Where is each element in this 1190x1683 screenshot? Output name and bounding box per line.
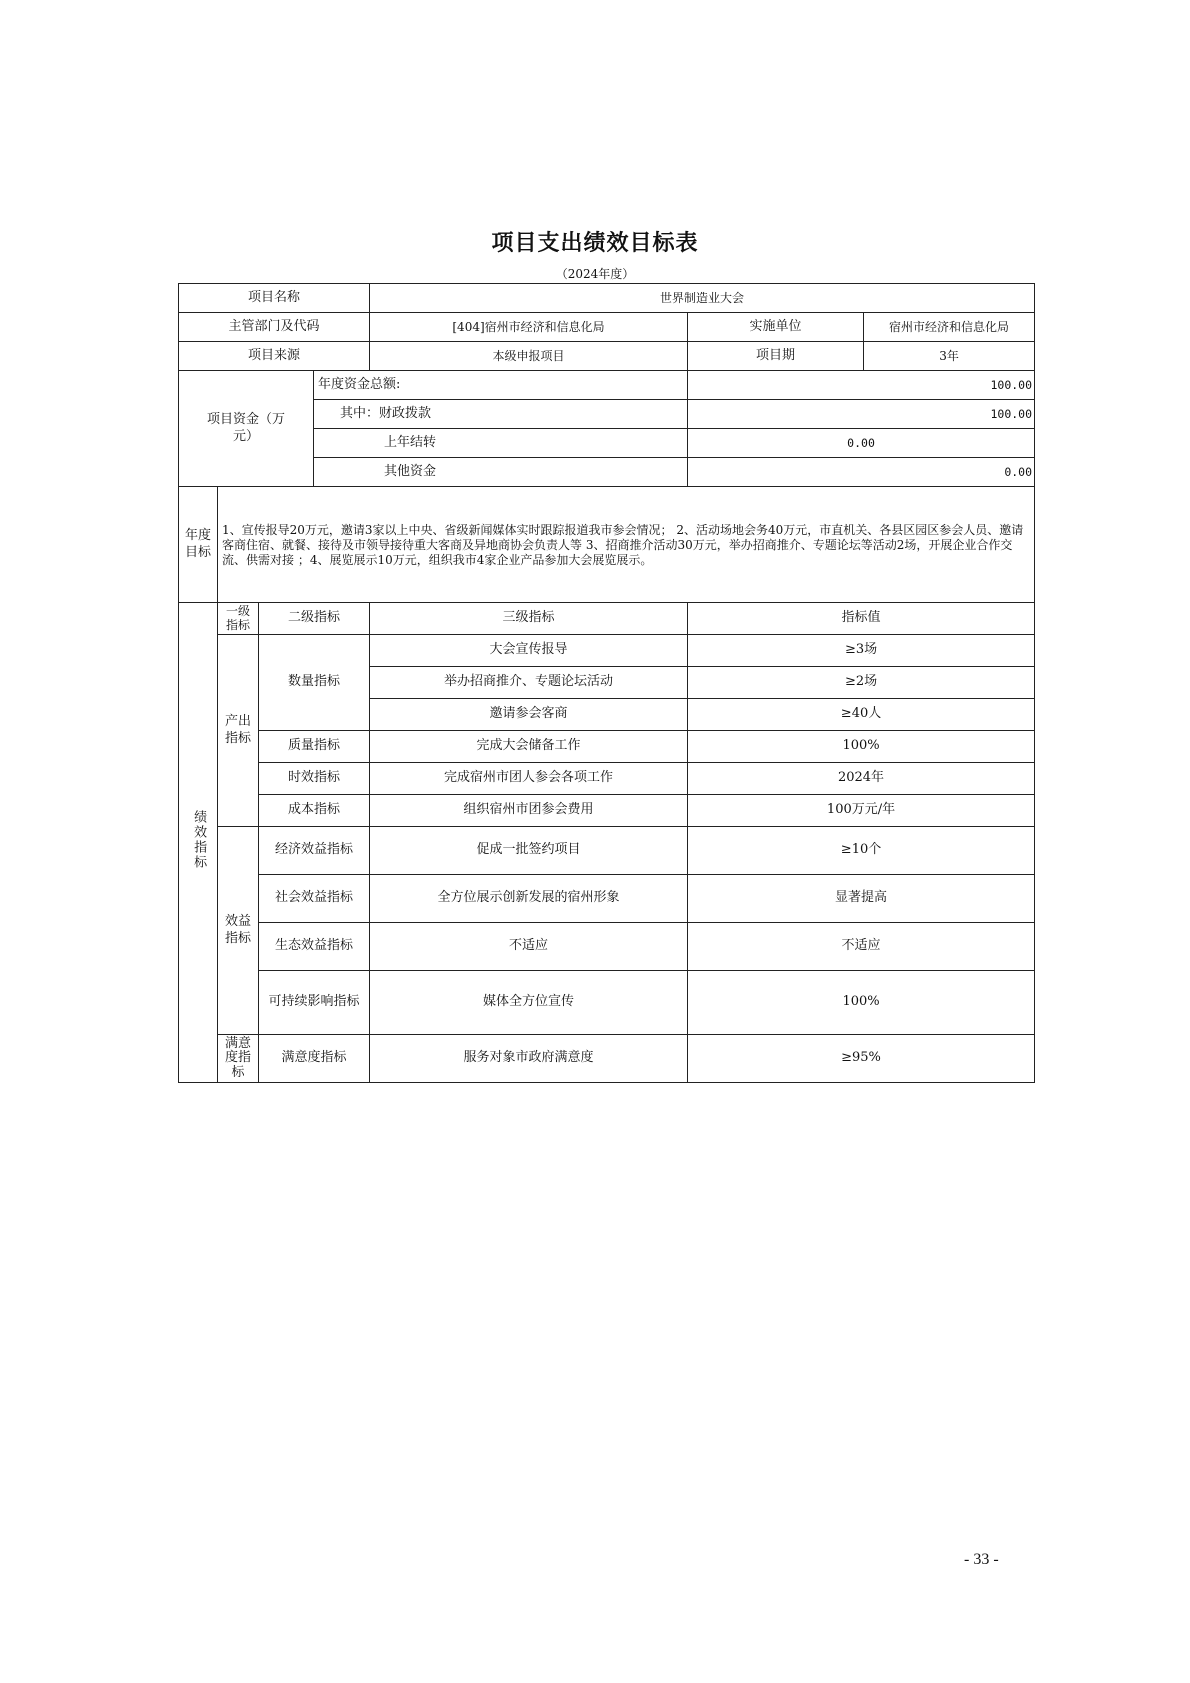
annual-goal-text: 1、宣传报导20万元，邀请3家以上中央、省级新闻媒体实时跟踪报道我市参会情况； 2、活动场地会务40万元，市直机关、各县区园区参会人员、邀请客商住宿、就餐、接待及市领导接待重大客商及异地商协会负责人等 3、招商推介活动30万元，举办招商推介、专题论坛等活动2场，开展企业合作交流、供需对接 ；4、展览展示10万元，组织我市4家企业产品参加大会展览展示。 xyxy=(218,487,1035,603)
indicator-row: 大会宣传报导 xyxy=(370,635,688,667)
funds-other-label: 其他资金 xyxy=(314,458,688,487)
indicator-value: ≥3场 xyxy=(688,635,1035,667)
project-name-label: 项目名称 xyxy=(179,284,370,313)
header-value: 指标值 xyxy=(688,603,1035,635)
quantity-indicator-label: 数量指标 xyxy=(259,635,370,731)
indicator-value: ≥40人 xyxy=(688,699,1035,731)
indicator-l2: 满意度指标 xyxy=(259,1035,370,1083)
period-value: 3年 xyxy=(864,342,1035,371)
indicator-l2: 质量指标 xyxy=(259,731,370,763)
source-value: 本级申报项目 xyxy=(370,342,688,371)
indicator-row: 全方位展示创新发展的宿州形象 xyxy=(370,875,688,923)
indicator-l2: 时效指标 xyxy=(259,763,370,795)
funds-fiscal-label: 其中：财政拨款 xyxy=(314,400,688,429)
impl-label: 实施单位 xyxy=(688,313,864,342)
funds-other-value: 0.00 xyxy=(688,458,1035,487)
satisfaction-indicator-label: 满意度指标 xyxy=(218,1035,259,1083)
indicators-section-label: 绩效指标 xyxy=(179,603,218,1083)
funds-total-value: 100.00 xyxy=(688,371,1035,400)
indicator-l2: 社会效益指标 xyxy=(259,875,370,923)
funds-total-label: 年度资金总额: xyxy=(314,371,688,400)
header-level2: 二级指标 xyxy=(259,603,370,635)
dept-value: [404]宿州市经济和信息化局 xyxy=(370,313,688,342)
funds-carryover-value: 0.00 xyxy=(688,429,1035,458)
impl-value: 宿州市经济和信息化局 xyxy=(864,313,1035,342)
dept-label: 主管部门及代码 xyxy=(179,313,370,342)
indicator-row: 媒体全方位宣传 xyxy=(370,971,688,1035)
indicator-row: 不适应 xyxy=(370,923,688,971)
header-level3: 三级指标 xyxy=(370,603,688,635)
indicator-row: 促成一批签约项目 xyxy=(370,827,688,875)
year-subtitle: （2024年度） xyxy=(555,267,635,281)
funds-carryover-label: 上年结转 xyxy=(314,429,688,458)
indicator-value: ≥2场 xyxy=(688,667,1035,699)
indicator-row: 组织宿州市团参会费用 xyxy=(370,795,688,827)
indicator-value: 100% xyxy=(688,731,1035,763)
period-label: 项目期 xyxy=(688,342,864,371)
indicator-value: ≥95% xyxy=(688,1035,1035,1083)
indicator-value: 显著提高 xyxy=(688,875,1035,923)
indicator-l2: 可持续影响指标 xyxy=(259,971,370,1035)
indicator-row: 完成宿州市团人参会各项工作 xyxy=(370,763,688,795)
indicator-row: 服务对象市政府满意度 xyxy=(370,1035,688,1083)
header-level1: 一级指标 xyxy=(218,603,259,635)
page-title: 项目支出绩效目标表 xyxy=(491,231,699,256)
indicator-value: 100% xyxy=(688,971,1035,1035)
page-number: - 33 - xyxy=(964,1551,999,1568)
indicator-l2: 生态效益指标 xyxy=(259,923,370,971)
indicator-row: 完成大会储备工作 xyxy=(370,731,688,763)
indicator-l2: 经济效益指标 xyxy=(259,827,370,875)
benefit-indicator-label: 效益指标 xyxy=(218,827,259,1035)
output-indicator-label: 产出指标 xyxy=(218,635,259,827)
annual-goal-label: 年度目标 xyxy=(179,487,218,603)
funds-fiscal-value: 100.00 xyxy=(688,400,1035,429)
indicator-row: 举办招商推介、专题论坛活动 xyxy=(370,667,688,699)
project-name-value: 世界制造业大会 xyxy=(370,284,1035,313)
funds-label: 项目资金（万元） xyxy=(179,371,314,487)
indicator-value: 2024年 xyxy=(688,763,1035,795)
indicator-row: 邀请参会客商 xyxy=(370,699,688,731)
source-label: 项目来源 xyxy=(179,342,370,371)
indicator-value: 100万元/年 xyxy=(688,795,1035,827)
indicator-value: 不适应 xyxy=(688,923,1035,971)
performance-table xyxy=(178,283,1035,1083)
indicator-value: ≥10个 xyxy=(688,827,1035,875)
indicator-l2: 成本指标 xyxy=(259,795,370,827)
